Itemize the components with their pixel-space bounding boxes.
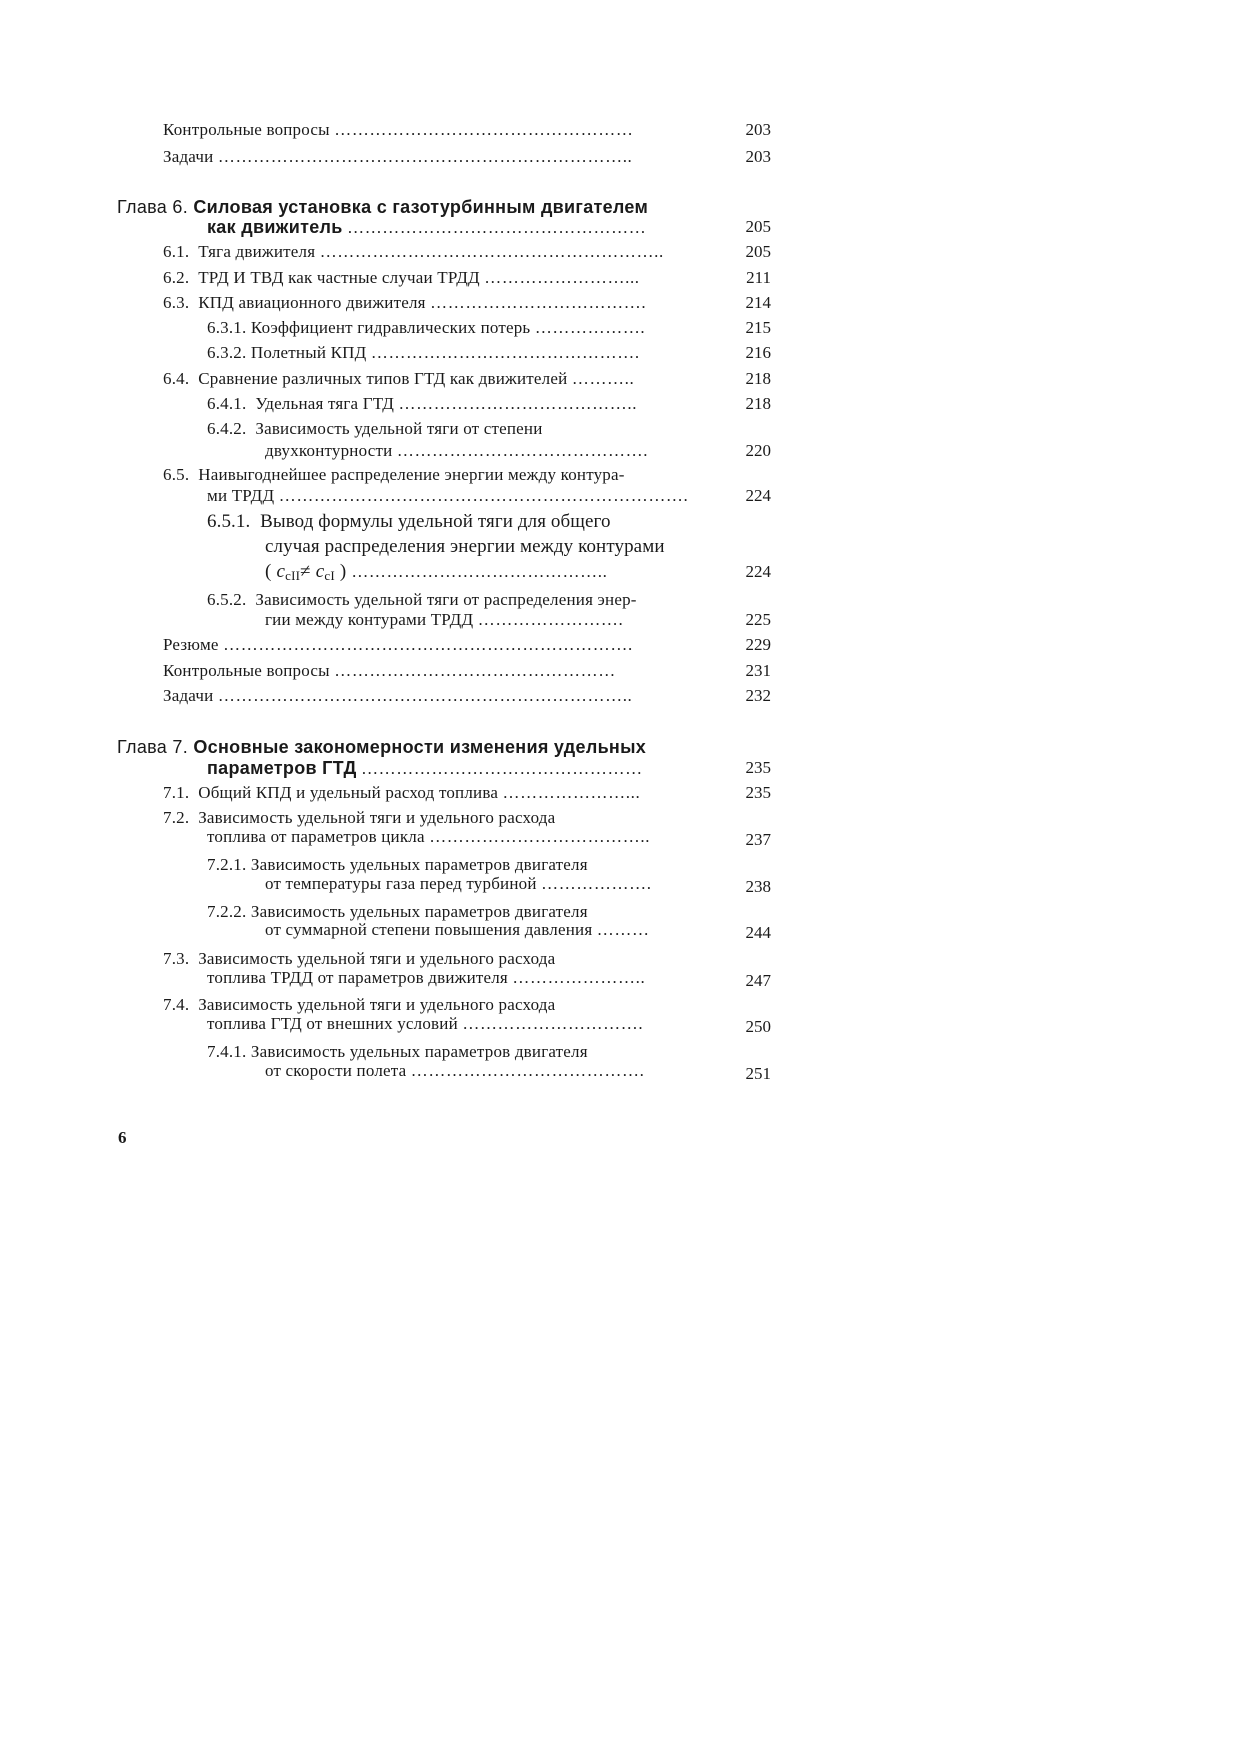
page-ref: 244 bbox=[745, 923, 771, 942]
toc-entry-tasks: Задачи …………………………………………………………….. bbox=[163, 686, 633, 705]
toc-entry-7-4: 7.4. Зависимость удельной тяги и удельного расхода bbox=[163, 995, 556, 1014]
toc-entry-tasks: Задачи …………………………………………………………….. bbox=[163, 147, 633, 166]
toc-entry-6-3: 6.3. КПД авиационного движителя ………………………………. bbox=[163, 293, 647, 312]
page-ref: 224 bbox=[745, 562, 771, 581]
toc-entry-7-2-1-cont: от температуры газа перед турбиной ………………. bbox=[265, 874, 652, 893]
chapter-6-heading-cont: как движитель …………………………………………… bbox=[207, 217, 647, 237]
page-ref: 231 bbox=[745, 661, 771, 680]
toc-entry-7-2-cont: топлива от параметров цикла ……………………………….. bbox=[207, 827, 651, 846]
page-ref: 250 bbox=[745, 1017, 771, 1036]
toc-entry-7-2: 7.2. Зависимость удельной тяги и удельного расхода bbox=[163, 808, 556, 827]
page-ref: 247 bbox=[745, 971, 771, 990]
toc-entry-6-1: 6.1. Тяга движителя ………………………………………………….. bbox=[163, 242, 664, 261]
page-ref: 229 bbox=[745, 635, 771, 654]
toc-entry-6-4-1: 6.4.1. Удельная тяга ГТД ………………………………….. bbox=[207, 394, 638, 413]
page-ref: 235 bbox=[745, 758, 771, 777]
toc-entry-questions: Контрольные вопросы …………………………………………… bbox=[163, 120, 634, 139]
page-ref: 224 bbox=[745, 486, 771, 505]
page-number: 6 bbox=[118, 1128, 127, 1147]
toc-entry-6-5-1-formula: ( $c_{cII}\ne c_{cI}$ ) …………………………………….. bbox=[265, 561, 608, 583]
toc-entry-7-2-2-cont: от суммарной степени повышения давления ……… bbox=[265, 920, 650, 939]
toc-entry-6-4-2: 6.4.2. Зависимость удельной тяги от степени bbox=[207, 419, 543, 438]
toc-entry-summary: Резюме ……………………………………………………………. bbox=[163, 635, 633, 654]
toc-entry-7-4-1-cont: от скорости полета …………………………………. bbox=[265, 1061, 645, 1080]
toc-entry-6-5: 6.5. Наивыгоднейшее распределение энергии между контура- bbox=[163, 465, 625, 484]
toc-entry-6-5-1: 6.5.1. Вывод формулы удельной тяги для общего bbox=[207, 511, 611, 532]
chapter-7-heading: Глава 7. Основные закономерности изменения удельных bbox=[117, 737, 647, 757]
toc-entry-6-5-2-cont: гии между контурами ТРДД ……………………. bbox=[265, 610, 624, 629]
toc-entry-6-4-2-cont: двухконтурности ……………………………………. bbox=[265, 441, 649, 460]
page-ref: 203 bbox=[745, 147, 771, 166]
toc-entry-6-5-2: 6.5.2. Зависимость удельной тяги от распределения энер- bbox=[207, 590, 637, 609]
toc-entry-7-3-cont: топлива ТРДД от параметров движителя ………………….. bbox=[207, 968, 646, 987]
toc-entry-6-5-1-cont: случая распределения энергии между контурами bbox=[265, 536, 665, 557]
page-ref: 232 bbox=[745, 686, 771, 705]
page-ref: 205 bbox=[745, 242, 771, 261]
toc-entry-6-3-2: 6.3.2. Полетный КПД ………………………………………. bbox=[207, 343, 640, 362]
page-ref: 211 bbox=[746, 268, 771, 287]
toc-entry-6-5-cont: ми ТРДД ……………………………………………………………. bbox=[207, 486, 689, 505]
page-ref: 216 bbox=[745, 343, 771, 362]
toc-entry-6-2: 6.2. ТРД И ТВД как частные случаи ТРДД ……………………... bbox=[163, 268, 640, 287]
toc-entry-7-2-2: 7.2.2. Зависимость удельных параметров двигателя bbox=[207, 902, 588, 921]
toc-entry-6-3-1: 6.3.1. Коэффициент гидравлических потерь ………………. bbox=[207, 318, 646, 337]
toc-entry-7-4-1: 7.4.1. Зависимость удельных параметров двигателя bbox=[207, 1042, 588, 1061]
toc-entry-7-2-1: 7.2.1. Зависимость удельных параметров двигателя bbox=[207, 855, 588, 874]
toc-entry-7-3: 7.3. Зависимость удельной тяги и удельного расхода bbox=[163, 949, 556, 968]
toc-entry-6-4: 6.4. Сравнение различных типов ГТД как движителей ……….. bbox=[163, 369, 635, 388]
page-ref: 225 bbox=[745, 610, 771, 629]
chapter-7-heading-cont: параметров ГТД ………………………………………… bbox=[207, 758, 643, 778]
page-ref: 235 bbox=[745, 783, 771, 802]
page-ref: 218 bbox=[745, 394, 771, 413]
page-ref: 218 bbox=[745, 369, 771, 388]
chapter-6-heading: Глава 6. Силовая установка с газотурбинным двигателем bbox=[117, 197, 649, 217]
page-ref: 237 bbox=[745, 830, 771, 849]
toc-entry-7-1: 7.1. Общий КПД и удельный расход топлива …………………... bbox=[163, 783, 641, 802]
page-ref: 205 bbox=[745, 217, 771, 236]
page-ref: 220 bbox=[745, 441, 771, 460]
toc-entry-7-4-cont: топлива ГТД от внешних условий …………………………. bbox=[207, 1014, 644, 1033]
page-ref: 203 bbox=[745, 120, 771, 139]
page-ref: 238 bbox=[745, 877, 771, 896]
toc-entry-questions: Контрольные вопросы ………………………………………… bbox=[163, 661, 616, 680]
page-ref: 214 bbox=[745, 293, 771, 312]
page-ref: 251 bbox=[745, 1064, 771, 1083]
page-ref: 215 bbox=[745, 318, 771, 337]
